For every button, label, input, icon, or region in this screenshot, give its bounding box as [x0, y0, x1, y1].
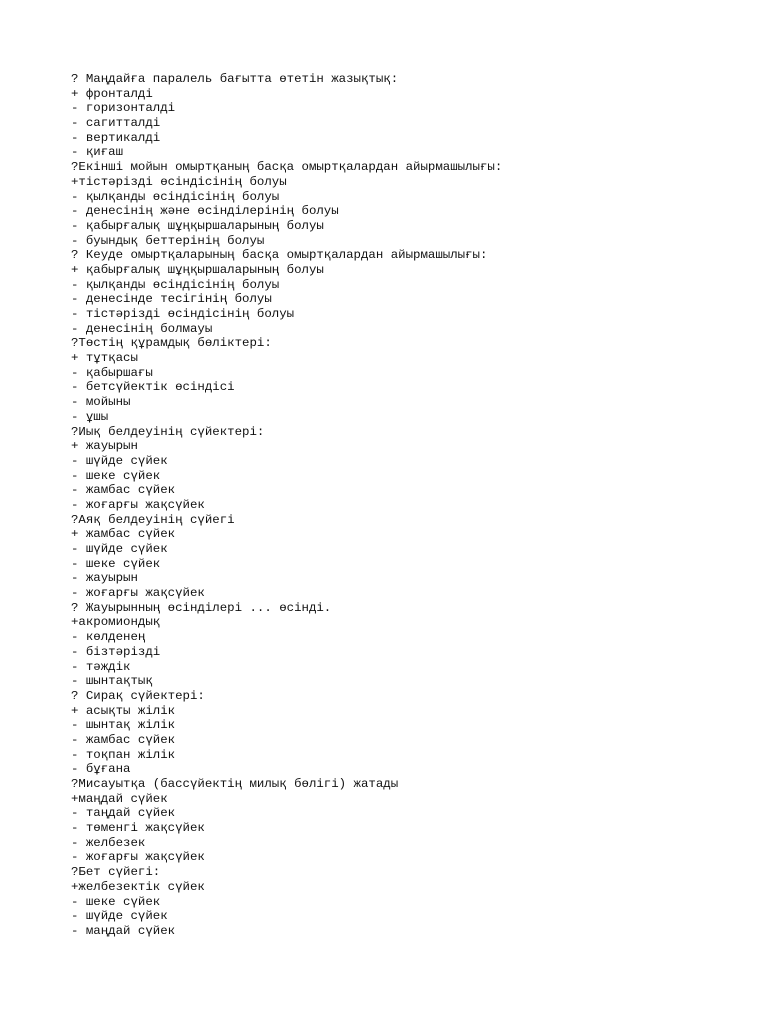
wrong-answer-line: - жамбас сүйек — [71, 732, 176, 747]
wrong-answer-line: - денесінің болмауы — [71, 321, 213, 336]
wrong-answer-line: - маңдай сүйек — [71, 923, 176, 938]
question-line: ?Төстің құрамдық бөліктері: — [71, 336, 272, 351]
correct-answer-line: +желбезектік сүйек — [71, 879, 205, 894]
wrong-answer-line: - ұшы — [71, 409, 109, 424]
question-line: ? Кеуде омыртқаларының басқа омыртқалардан айырмашылығы: — [71, 248, 488, 263]
wrong-answer-line: - қылқанды өсіндісінің болуы — [71, 189, 280, 204]
wrong-answer-line: - тоқпан жілік — [71, 747, 176, 762]
wrong-answer-line: - шүйде сүйек — [71, 542, 168, 556]
correct-answer-line: + жауырын — [71, 439, 138, 454]
wrong-answer-line: - қиғаш — [71, 145, 124, 160]
correct-answer-line: +акромиондық — [71, 615, 161, 630]
wrong-answer-line: - шынтақ жілік — [71, 718, 176, 733]
wrong-answer-line: - қабырғалық шұңқыршаларының болуы — [71, 218, 324, 233]
correct-answer-line: + тұтқасы — [71, 351, 138, 366]
correct-answer-line: + жамбас сүйек — [71, 527, 176, 542]
correct-answer-line: + қабырғалық шұңқыршаларының болуы — [71, 262, 324, 277]
question-line: ? Сирақ сүйектері: — [71, 688, 205, 703]
correct-answer-line: +тістәрізді өсіндісінің болуы — [71, 174, 287, 189]
question-line: ?Бет сүйегі: — [71, 865, 161, 880]
wrong-answer-line: - шынтақтық — [71, 674, 153, 689]
wrong-answer-line: - горизонталді — [71, 101, 176, 116]
wrong-answer-line: - көлденең — [71, 630, 146, 645]
wrong-answer-line: - тістәрізді өсіндісінің болуы — [71, 307, 295, 321]
wrong-answer-line: - жауырын — [71, 571, 138, 586]
correct-answer-line: + фронталді — [71, 86, 153, 101]
question-line: ?Иық белдеуінің сүйектері: — [71, 424, 265, 439]
wrong-answer-line: - денесінде тесігінің болуы — [71, 292, 272, 307]
wrong-answer-line: - қабыршағы — [71, 365, 153, 380]
question-line: ?Мисауытқа (бассүйектің милық бөлігі) жатады — [71, 777, 399, 791]
wrong-answer-line: - тәждік — [71, 659, 131, 674]
wrong-answer-line: - шүйде сүйек — [71, 453, 168, 468]
question-line: ? Жауырынның өсінділері ... өсінді. — [71, 600, 332, 615]
wrong-answer-line: - төменгі жақсүйек — [71, 821, 205, 836]
wrong-answer-line: - сагитталді — [71, 116, 161, 131]
wrong-answer-line: - вертикалді — [71, 130, 161, 145]
wrong-answer-line: - денесінің және өсінділерінің болуы — [71, 204, 339, 219]
wrong-answer-line: - жоғарғы жақсүйек — [71, 586, 205, 601]
correct-answer-line: +маңдай сүйек — [71, 791, 168, 806]
question-line: ? Маңдайға паралель бағытта өтетін жазықтық: — [71, 72, 399, 86]
wrong-answer-line: - қылқанды өсіндісінің болуы — [71, 277, 280, 292]
question-line: ?Аяқ белдеуінің сүйегі — [71, 512, 235, 527]
question-line: ?Екінші мойын омыртқаның басқа омыртқалардан айырмашылығы: — [71, 160, 503, 175]
wrong-answer-line: - шеке сүйек — [71, 468, 161, 483]
wrong-answer-line: - шеке сүйек — [71, 894, 161, 909]
wrong-answer-line: - бізтәрізді — [71, 644, 161, 659]
wrong-answer-line: - шеке сүйек — [71, 556, 161, 571]
wrong-answer-line: - бетсүйектік өсіндісі — [71, 380, 235, 395]
wrong-answer-line: - жоғарғы жақсүйек — [71, 497, 205, 512]
wrong-answer-line: - жамбас сүйек — [71, 483, 176, 498]
wrong-answer-line: - мойыны — [71, 395, 131, 410]
correct-answer-line: + асықты жілік — [71, 703, 176, 718]
wrong-answer-line: - таңдай сүйек — [71, 806, 176, 821]
wrong-answer-line: - шүйде сүйек — [71, 909, 168, 924]
document-page — [71, 72, 751, 939]
wrong-answer-line: - буындық беттерінің болуы — [71, 233, 265, 248]
wrong-answer-line: - желбезек — [71, 835, 146, 850]
wrong-answer-line: - бұғана — [71, 762, 131, 777]
wrong-answer-line: - жоғарғы жақсүйек — [71, 850, 205, 865]
